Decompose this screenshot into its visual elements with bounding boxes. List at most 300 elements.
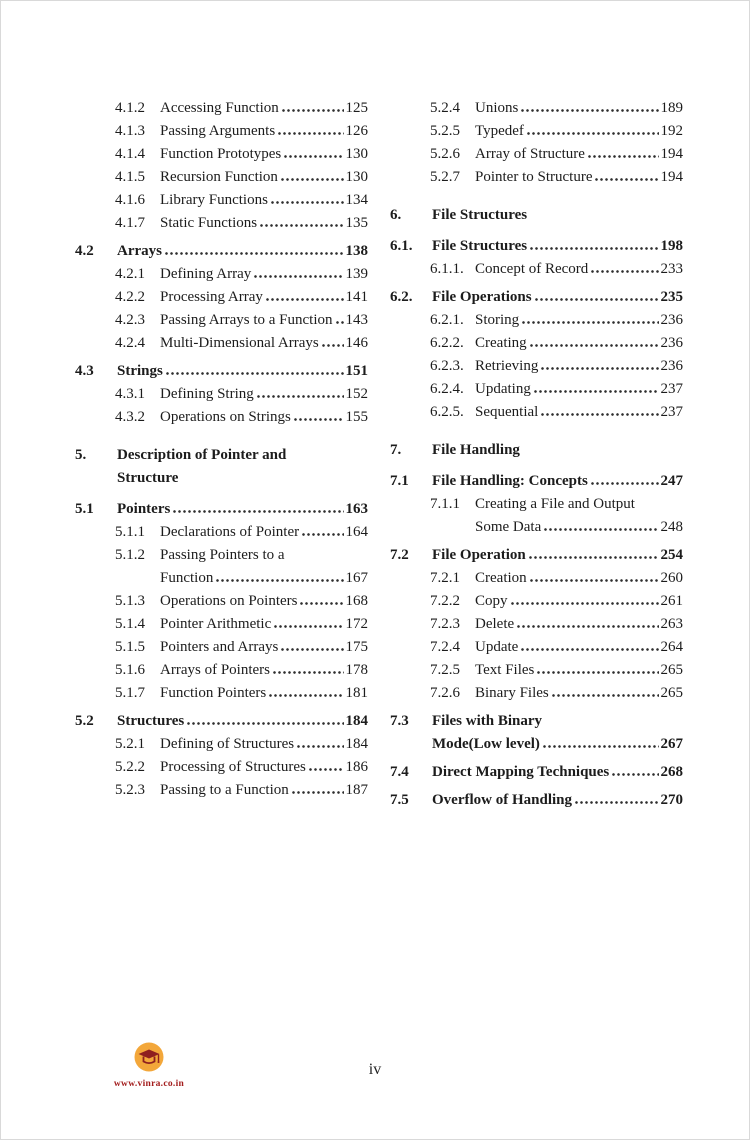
toc-entry bbox=[390, 761, 683, 784]
dotted-leader bbox=[537, 671, 658, 674]
table-of-contents bbox=[75, 97, 683, 812]
toc-entry-page: 268 bbox=[660, 764, 683, 780]
toc-entry bbox=[75, 406, 368, 429]
toc-entry-title: Passing to a Function bbox=[160, 782, 289, 798]
toc-entry-page: 265 bbox=[660, 685, 683, 701]
toc-entry-lastline bbox=[475, 166, 683, 189]
dotted-leader bbox=[544, 528, 658, 531]
toc-entry bbox=[75, 756, 368, 779]
toc-entry-number: 4.2 bbox=[75, 243, 94, 259]
toc-entry bbox=[390, 378, 683, 401]
toc-entry-number: 7.2.5 bbox=[430, 662, 460, 678]
toc-entry-number: 6.2.4. bbox=[430, 381, 464, 397]
toc-entry-number: 4.1.2 bbox=[115, 100, 145, 116]
toc-entry-body bbox=[432, 439, 683, 462]
toc-entry-number: 5.1.7 bbox=[115, 685, 145, 701]
toc-entry-title: Delete bbox=[475, 616, 515, 632]
toc-entry-page: 152 bbox=[345, 386, 368, 402]
toc-entry-body bbox=[117, 240, 368, 263]
dotted-leader bbox=[165, 252, 344, 255]
toc-entry bbox=[75, 636, 368, 659]
toc-entry-number: 4.1.4 bbox=[115, 146, 145, 162]
dotted-leader bbox=[257, 395, 344, 398]
toc-entry-page: 237 bbox=[660, 381, 683, 397]
toc-entry-number: 7.2.3 bbox=[430, 616, 460, 632]
toc-entry-title-line1: Files with Binary bbox=[432, 713, 543, 729]
toc-entry-page: 233 bbox=[660, 261, 683, 277]
toc-entry bbox=[75, 263, 368, 286]
dotted-leader bbox=[595, 178, 658, 181]
toc-entry bbox=[390, 544, 683, 567]
toc-entry-title: Defining Array bbox=[160, 266, 252, 282]
toc-entry-page: 125 bbox=[345, 100, 368, 116]
toc-entry-title: Declarations of Pointer bbox=[160, 524, 300, 540]
toc-entry bbox=[390, 710, 683, 756]
toc-entry-body bbox=[432, 710, 683, 756]
toc-entry bbox=[390, 590, 683, 613]
toc-entry-lastline bbox=[117, 240, 368, 263]
toc-entry bbox=[75, 779, 368, 802]
toc-entry-page: 139 bbox=[345, 266, 368, 282]
toc-entry-number: 5.1.3 bbox=[115, 593, 145, 609]
dotted-leader bbox=[266, 298, 344, 301]
dotted-leader bbox=[273, 671, 344, 674]
toc-entry bbox=[390, 439, 683, 462]
toc-entry-lastline bbox=[160, 97, 368, 120]
toc-entry-number: 7.5 bbox=[390, 792, 409, 808]
dotted-leader bbox=[552, 694, 659, 697]
toc-entry-body bbox=[475, 659, 683, 682]
toc-entry-number: 5.1.1 bbox=[115, 524, 145, 540]
toc-entry-body bbox=[160, 613, 368, 636]
dotted-leader bbox=[543, 745, 659, 748]
toc-entry-body bbox=[160, 636, 368, 659]
toc-entry-title: Function bbox=[160, 570, 214, 586]
toc-entry-page: 267 bbox=[660, 736, 683, 752]
toc-entry-number: 5.2.6 bbox=[430, 146, 460, 162]
toc-entry bbox=[75, 521, 368, 544]
toc-entry-number: 7. bbox=[390, 442, 402, 458]
toc-entry-page: 236 bbox=[660, 335, 683, 351]
toc-entry bbox=[75, 97, 368, 120]
toc-entry bbox=[75, 120, 368, 143]
toc-entry-lastline bbox=[432, 761, 683, 784]
dotted-leader bbox=[297, 745, 343, 748]
toc-entry-number: 6.2.3. bbox=[430, 358, 464, 374]
toc-entry-number: 6.2.5. bbox=[430, 404, 464, 420]
toc-entry-body bbox=[160, 590, 368, 613]
toc-entry-lastline bbox=[475, 401, 683, 424]
toc-entry-title: Update bbox=[475, 639, 519, 655]
toc-entry-body bbox=[475, 120, 683, 143]
dotted-leader bbox=[530, 247, 658, 250]
toc-entry-number: 4.2.3 bbox=[115, 312, 145, 328]
toc-entry-lastline bbox=[160, 756, 368, 779]
toc-entry-lastline bbox=[160, 309, 368, 332]
toc-entry-number: 5.1 bbox=[75, 501, 94, 517]
dotted-leader bbox=[300, 602, 343, 605]
toc-entry-number: 5. bbox=[75, 447, 87, 463]
toc-entry bbox=[75, 590, 368, 613]
toc-entry-body bbox=[160, 383, 368, 406]
dotted-leader bbox=[260, 224, 343, 227]
toc-entry-number: 7.2 bbox=[390, 547, 409, 563]
toc-entry-body bbox=[475, 378, 683, 401]
toc-entry-lastline bbox=[475, 309, 683, 332]
toc-entry-page: 167 bbox=[345, 570, 368, 586]
toc-entry-title: Multi-Dimensional Arrays bbox=[160, 335, 319, 351]
dotted-leader bbox=[254, 275, 343, 278]
toc-entry-number: 4.1.5 bbox=[115, 169, 145, 185]
toc-entry-body bbox=[160, 189, 368, 212]
dotted-leader bbox=[271, 201, 344, 204]
toc-entry-page: 155 bbox=[345, 409, 368, 425]
toc-entry-title: Arrays bbox=[117, 243, 162, 259]
toc-entry bbox=[75, 143, 368, 166]
dotted-leader bbox=[530, 344, 659, 347]
toc-entry-number: 6.1.1. bbox=[430, 261, 464, 277]
toc-entry-body bbox=[160, 779, 368, 802]
toc-entry bbox=[390, 235, 683, 258]
toc-entry-lastline bbox=[160, 383, 368, 406]
toc-entry-page: 254 bbox=[660, 547, 683, 563]
toc-entry-title: Typedef bbox=[475, 123, 524, 139]
toc-entry-number: 4.1.6 bbox=[115, 192, 145, 208]
toc-entry-page: 260 bbox=[660, 570, 683, 586]
dotted-leader bbox=[322, 344, 344, 347]
toc-entry-page: 236 bbox=[660, 312, 683, 328]
toc-entry-body bbox=[475, 258, 683, 281]
toc-entry-lastline bbox=[432, 470, 683, 493]
toc-entry-title: Direct Mapping Techniques bbox=[432, 764, 610, 780]
toc-entry-title: File Structures bbox=[432, 238, 528, 254]
toc-entry-body bbox=[475, 567, 683, 590]
dotted-leader bbox=[292, 791, 344, 794]
dotted-leader bbox=[591, 270, 658, 273]
toc-entry-number: 5.2.1 bbox=[115, 736, 145, 752]
toc-entry-title: Passing Arrays to a Function bbox=[160, 312, 333, 328]
toc-entry-title: Library Functions bbox=[160, 192, 268, 208]
toc-entry-page: 270 bbox=[660, 792, 683, 808]
toc-entry bbox=[390, 332, 683, 355]
toc-entry-page: 263 bbox=[660, 616, 683, 632]
toc-column-right bbox=[390, 97, 683, 812]
toc-entry-title: Sequential bbox=[475, 404, 539, 420]
toc-entry-number: 5.2.3 bbox=[115, 782, 145, 798]
toc-entry-title: File Structures bbox=[432, 207, 528, 223]
toc-entry-title: Pointers bbox=[117, 501, 171, 517]
toc-entry-lastline bbox=[160, 189, 368, 212]
dotted-leader bbox=[173, 510, 343, 513]
toc-entry-lastline bbox=[432, 733, 683, 756]
dotted-leader bbox=[302, 533, 343, 536]
toc-entry-number: 4.2.4 bbox=[115, 335, 145, 351]
toc-entry-number: 4.3.2 bbox=[115, 409, 145, 425]
toc-entry-number: 7.2.4 bbox=[430, 639, 460, 655]
toc-entry-title: Structures bbox=[117, 713, 185, 729]
toc-entry-page: 178 bbox=[345, 662, 368, 678]
toc-entry-lastline bbox=[160, 120, 368, 143]
dotted-leader bbox=[535, 298, 659, 301]
toc-entry-number: 6.2.1. bbox=[430, 312, 464, 328]
toc-entry-title-line1: Description of Pointer and bbox=[117, 447, 287, 463]
toc-entry-number: 5.2.7 bbox=[430, 169, 460, 185]
toc-entry-body bbox=[160, 682, 368, 705]
dotted-leader bbox=[281, 178, 344, 181]
toc-entry bbox=[390, 204, 683, 227]
toc-entry-lastline bbox=[475, 516, 683, 539]
toc-entry-page: 130 bbox=[345, 146, 368, 162]
dotted-leader bbox=[591, 482, 659, 485]
toc-entry bbox=[390, 636, 683, 659]
toc-entry-body bbox=[160, 212, 368, 235]
toc-entry-body bbox=[475, 493, 683, 539]
toc-entry-page: 194 bbox=[660, 146, 683, 162]
toc-entry bbox=[75, 332, 368, 355]
toc-entry-lastline bbox=[432, 235, 683, 258]
dotted-leader bbox=[517, 625, 658, 628]
toc-entry-body bbox=[475, 309, 683, 332]
dotted-leader bbox=[541, 413, 658, 416]
dotted-leader bbox=[588, 155, 659, 158]
toc-entry bbox=[75, 682, 368, 705]
toc-entry-lastline bbox=[117, 498, 368, 521]
toc-entry-lastline bbox=[160, 682, 368, 705]
toc-entry-title: Structure bbox=[117, 470, 179, 486]
toc-entry-title: Array of Structure bbox=[475, 146, 585, 162]
dotted-leader bbox=[612, 773, 658, 776]
toc-entry-title: Unions bbox=[475, 100, 519, 116]
toc-entry-body bbox=[160, 659, 368, 682]
toc-entry-body bbox=[432, 286, 683, 309]
toc-entry-page: 236 bbox=[660, 358, 683, 374]
toc-entry-body bbox=[475, 682, 683, 705]
toc-entry-body bbox=[160, 263, 368, 286]
toc-entry-lastline bbox=[160, 567, 368, 590]
toc-entry-number: 6. bbox=[390, 207, 402, 223]
toc-entry-title: Function Pointers bbox=[160, 685, 267, 701]
toc-entry-title: Defining String bbox=[160, 386, 254, 402]
toc-entry bbox=[390, 613, 683, 636]
toc-entry-lastline bbox=[475, 97, 683, 120]
toc-entry-page: 130 bbox=[345, 169, 368, 185]
toc-entry-page: 175 bbox=[345, 639, 368, 655]
toc-entry-body bbox=[160, 97, 368, 120]
toc-entry-number: 5.1.5 bbox=[115, 639, 145, 655]
toc-entry-page: 189 bbox=[660, 100, 683, 116]
toc-entry-lastline bbox=[160, 636, 368, 659]
toc-entry-page: 168 bbox=[345, 593, 368, 609]
toc-entry-number: 7.1 bbox=[390, 473, 409, 489]
dotted-leader bbox=[309, 768, 344, 771]
toc-entry-body bbox=[160, 756, 368, 779]
toc-entry-number: 4.2.2 bbox=[115, 289, 145, 305]
toc-entry-body bbox=[475, 401, 683, 424]
toc-entry-number: 4.3 bbox=[75, 363, 94, 379]
toc-entry-body bbox=[160, 309, 368, 332]
toc-entry-page: 141 bbox=[345, 289, 368, 305]
toc-entry-page: 186 bbox=[345, 759, 368, 775]
toc-entry-lastline bbox=[432, 544, 683, 567]
toc-entry-body bbox=[160, 332, 368, 355]
toc-entry-number: 5.1.4 bbox=[115, 616, 145, 632]
toc-entry-page: 134 bbox=[345, 192, 368, 208]
dotted-leader bbox=[281, 648, 343, 651]
dotted-leader bbox=[282, 109, 344, 112]
toc-entry bbox=[390, 355, 683, 378]
toc-entry-number: 6.2.2. bbox=[430, 335, 464, 351]
toc-entry-page: 146 bbox=[345, 335, 368, 351]
toc-entry-title-line1: Creating a File and Output bbox=[475, 496, 635, 512]
toc-entry-page: 126 bbox=[345, 123, 368, 139]
toc-entry bbox=[75, 166, 368, 189]
toc-entry bbox=[75, 659, 368, 682]
toc-entry-title: Arrays of Pointers bbox=[160, 662, 270, 678]
toc-entry-title: File Operations bbox=[432, 289, 532, 305]
toc-entry-body bbox=[160, 286, 368, 309]
toc-entry-body bbox=[475, 636, 683, 659]
toc-entry-number: 5.2 bbox=[75, 713, 94, 729]
toc-entry-title: Strings bbox=[117, 363, 163, 379]
toc-entry-title: Pointers and Arrays bbox=[160, 639, 279, 655]
toc-entry-body bbox=[160, 733, 368, 756]
toc-entry-page: 164 bbox=[345, 524, 368, 540]
toc-entry bbox=[75, 444, 368, 490]
toc-entry-lastline bbox=[117, 360, 368, 383]
dotted-leader bbox=[521, 109, 658, 112]
toc-entry bbox=[390, 401, 683, 424]
toc-entry-body bbox=[117, 444, 368, 490]
toc-entry-number: 7.4 bbox=[390, 764, 409, 780]
toc-entry-title: Operations on Pointers bbox=[160, 593, 298, 609]
toc-entry-lastline bbox=[475, 258, 683, 281]
toc-entry-page: 163 bbox=[345, 501, 368, 517]
toc-entry-lastline bbox=[432, 789, 683, 812]
toc-entry-page: 198 bbox=[660, 238, 683, 254]
toc-entry-number: 7.1.1 bbox=[430, 496, 460, 512]
toc-entry-lastline bbox=[475, 355, 683, 378]
toc-entry-title: Retrieving bbox=[475, 358, 539, 374]
dotted-leader bbox=[529, 556, 659, 559]
toc-entry bbox=[390, 286, 683, 309]
toc-entry-page: 264 bbox=[660, 639, 683, 655]
toc-entry-title: Concept of Record bbox=[475, 261, 589, 277]
toc-entry-lastline bbox=[475, 143, 683, 166]
toc-entry-title: Function Prototypes bbox=[160, 146, 282, 162]
toc-entry-title: Overflow of Handling bbox=[432, 792, 573, 808]
toc-entry-lastline bbox=[475, 613, 683, 636]
toc-entry-body bbox=[160, 521, 368, 544]
toc-entry-body bbox=[432, 789, 683, 812]
toc-entry-number: 6.2. bbox=[390, 289, 413, 305]
toc-entry-body bbox=[432, 761, 683, 784]
toc-entry-page: 181 bbox=[345, 685, 368, 701]
toc-entry-number: 5.2.4 bbox=[430, 100, 460, 116]
toc-entry-body bbox=[160, 406, 368, 429]
toc-entry-title: Processing of Structures bbox=[160, 759, 306, 775]
toc-entry-page: 135 bbox=[345, 215, 368, 231]
toc-entry-page: 143 bbox=[345, 312, 368, 328]
toc-entry-number: 7.2.6 bbox=[430, 685, 460, 701]
toc-entry-lastline bbox=[475, 378, 683, 401]
toc-entry-lastline bbox=[475, 120, 683, 143]
toc-entry-lastline bbox=[160, 143, 368, 166]
dotted-leader bbox=[284, 155, 343, 158]
dotted-leader bbox=[336, 321, 344, 324]
toc-entry-lastline bbox=[475, 636, 683, 659]
toc-entry-number: 7.2.2 bbox=[430, 593, 460, 609]
toc-entry-page: 261 bbox=[660, 593, 683, 609]
toc-entry-page: 187 bbox=[345, 782, 368, 798]
toc-entry-number: 4.1.3 bbox=[115, 123, 145, 139]
toc-entry-body bbox=[432, 544, 683, 567]
toc-entry-title: Defining of Structures bbox=[160, 736, 295, 752]
dotted-leader bbox=[527, 132, 659, 135]
dotted-leader bbox=[534, 390, 659, 393]
dotted-leader bbox=[166, 372, 344, 375]
toc-entry-number: 4.2.1 bbox=[115, 266, 145, 282]
toc-entry-number: 5.1.2 bbox=[115, 547, 145, 563]
toc-entry-title: Copy bbox=[475, 593, 508, 609]
dotted-leader bbox=[541, 367, 658, 370]
toc-entry bbox=[390, 97, 683, 120]
toc-entry bbox=[75, 189, 368, 212]
toc-entry bbox=[75, 383, 368, 406]
toc-entry bbox=[75, 309, 368, 332]
dotted-leader bbox=[274, 625, 343, 628]
toc-entry-lastline bbox=[475, 659, 683, 682]
toc-entry-body bbox=[160, 544, 368, 590]
toc-entry-body bbox=[475, 613, 683, 636]
toc-entry bbox=[75, 212, 368, 235]
toc-entry bbox=[75, 613, 368, 636]
toc-entry-lastline bbox=[160, 521, 368, 544]
toc-entry-body bbox=[432, 470, 683, 493]
toc-entry-number: 5.2.2 bbox=[115, 759, 145, 775]
toc-entry bbox=[75, 710, 368, 733]
toc-entry-title: Binary Files bbox=[475, 685, 549, 701]
dotted-leader bbox=[530, 579, 659, 582]
toc-entry-title: Passing Arguments bbox=[160, 123, 276, 139]
toc-entry-page: 192 bbox=[660, 123, 683, 139]
toc-entry-lastline bbox=[475, 590, 683, 613]
toc-entry-body bbox=[475, 97, 683, 120]
toc-entry-body bbox=[117, 710, 368, 733]
toc-entry-lastline bbox=[432, 286, 683, 309]
toc-entry-body bbox=[475, 355, 683, 378]
toc-entry-title: Updating bbox=[475, 381, 531, 397]
toc-entry bbox=[390, 258, 683, 281]
toc-entry bbox=[390, 493, 683, 539]
dotted-leader bbox=[511, 602, 659, 605]
toc-entry-title: Static Functions bbox=[160, 215, 258, 231]
toc-entry bbox=[390, 682, 683, 705]
dotted-leader bbox=[187, 722, 343, 725]
toc-entry-lastline bbox=[160, 779, 368, 802]
toc-entry bbox=[390, 470, 683, 493]
toc-entry bbox=[75, 360, 368, 383]
toc-entry-page: 265 bbox=[660, 662, 683, 678]
toc-entry-number: 6.1. bbox=[390, 238, 413, 254]
toc-entry-body bbox=[475, 143, 683, 166]
toc-entry-title: File Operation bbox=[432, 547, 526, 563]
toc-entry-title: Text Files bbox=[475, 662, 535, 678]
toc-entry-body bbox=[475, 332, 683, 355]
toc-entry-page: 172 bbox=[345, 616, 368, 632]
toc-entry-body bbox=[475, 590, 683, 613]
toc-entry bbox=[390, 789, 683, 812]
toc-entry bbox=[75, 286, 368, 309]
